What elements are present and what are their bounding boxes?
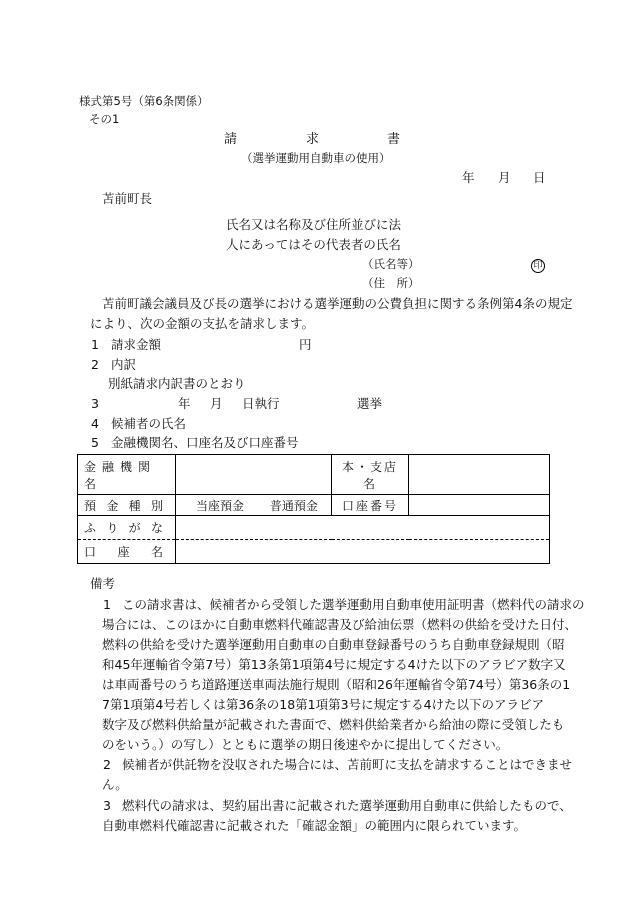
- item-1-unit: 円: [299, 337, 312, 352]
- addressee: 苫前町長: [102, 191, 153, 206]
- table-row: [78, 516, 550, 540]
- note-2-line-1: 候補者が供託物を没収された場合には、苫前町に支払を請求することはできませ: [122, 757, 573, 772]
- deposit-type-label: 預 金 種 別: [78, 495, 176, 516]
- title-char-1: 請: [224, 132, 238, 147]
- item-3-election: 選挙: [357, 396, 383, 411]
- body-para-2: により、次の金額の支払を請求します。: [90, 316, 315, 331]
- item-5-label: 金融機関名、口座名及び口座番号: [111, 435, 299, 450]
- item-3-day-exec: 日執行: [242, 396, 280, 411]
- title-char-3: 書: [387, 132, 401, 147]
- item-3-month: 月: [210, 396, 223, 411]
- note-3-line-2: 自動車燃料代確認書に記載された「確認金額」の範囲内に限られています。: [102, 818, 527, 833]
- item-1-num: 1: [91, 337, 99, 352]
- subtitle: （選挙運動用自動車の使用）: [241, 151, 391, 165]
- date-year: 年: [462, 170, 475, 185]
- branch-field[interactable]: [409, 455, 550, 495]
- furigana-label: ふ り が な: [78, 516, 176, 540]
- furigana-field[interactable]: [176, 516, 550, 540]
- item-4-label: 候補者の氏名: [111, 416, 187, 431]
- note-1-num: 1: [103, 597, 111, 612]
- seal-mark: 印: [531, 259, 545, 273]
- note-1-line-6: 7第1項第4号若しくは第36条の18第1項第3号に規定する4けた以下のアラビア: [102, 697, 545, 712]
- current-deposit-option[interactable]: 当座預金: [196, 498, 245, 513]
- bank-name-label: 金融機関名: [78, 455, 176, 495]
- account-name-label: 口 座 名: [78, 540, 176, 564]
- note-1-line-8: のをいう。）の写し）とともに選挙の期日後速やかに提出してください。: [102, 737, 509, 752]
- ordinary-deposit-option[interactable]: 普通預金: [269, 498, 318, 513]
- item-4-num: 4: [91, 416, 99, 431]
- table-row: [78, 495, 550, 516]
- address-label: （住 所）: [362, 276, 420, 290]
- title-char-2: 求: [306, 132, 320, 147]
- note-2-num: 2: [103, 757, 111, 772]
- note-1-line-5: は車両番号のうち道路運送車両法施行規則（昭和26年運輸省令第74号）第36条の1: [102, 677, 571, 692]
- deposit-type-field[interactable]: [176, 495, 332, 516]
- account-number-field[interactable]: [409, 495, 550, 516]
- note-3-line-1: 燃料代の請求は、契約届出書に記載された選挙運動用自動車に供給したもので、: [122, 798, 572, 813]
- item-3-num: 3: [91, 396, 99, 411]
- branch-label: 本・支店名: [332, 455, 409, 495]
- note-1-line-7: 数字及び燃料供給量が記載された書面で、燃料供給業者から給油の際に受領したも: [102, 717, 565, 732]
- body-para-1: 苫前町議会議員及び長の選挙における選挙運動の公費負担に関する条例第4条の規定: [102, 296, 573, 311]
- notes-heading: 備考: [90, 576, 116, 591]
- form-sub-number: その1: [89, 112, 120, 126]
- item-2-detail: 別紙請求内訳書のとおり: [108, 376, 246, 391]
- date-day: 日: [533, 170, 546, 185]
- bank-name-field[interactable]: [176, 455, 332, 495]
- item-2-num: 2: [91, 357, 99, 372]
- note-1-line-1: この請求書は、候補者から受領した選挙運動用自動車使用証明書（燃料代の請求の: [122, 597, 585, 612]
- date-month: 月: [498, 170, 511, 185]
- seal-icon: [531, 258, 545, 273]
- note-1-line-3: 燃料の供給を受けた選挙運動用自動車の自動車登録番号のうち自動車登録規則（昭: [102, 637, 565, 652]
- table-row: [78, 540, 550, 564]
- item-3-year: 年: [178, 396, 191, 411]
- applicant-line-1: 氏名又は名称及び住所並びに法: [226, 217, 402, 232]
- item-1-label: 請求金額: [111, 337, 162, 352]
- item-5-num: 5: [91, 435, 99, 450]
- note-1-line-2: 場合には、このほかに自動車燃料代確認書及び給油伝票（燃料の供給を受けた日付、: [102, 617, 578, 632]
- note-1-line-4: 和45年運輸省令第7号）第13条第1項第4号に規定する4けた以下のアラビア数字又: [102, 657, 566, 672]
- form-number: 様式第5号（第6条関係）: [79, 94, 209, 108]
- table-row: [78, 455, 550, 495]
- account-name-field[interactable]: [176, 540, 550, 564]
- note-2-line-2: ん。: [102, 777, 128, 792]
- name-label: （氏名等）: [362, 257, 420, 271]
- applicant-line-2: 人にあってはその代表者の氏名: [226, 237, 401, 252]
- item-2-label: 内訳: [111, 357, 137, 372]
- account-number-label: 口座番号: [332, 495, 409, 516]
- bank-account-table: [77, 454, 550, 564]
- note-3-num: 3: [103, 798, 111, 813]
